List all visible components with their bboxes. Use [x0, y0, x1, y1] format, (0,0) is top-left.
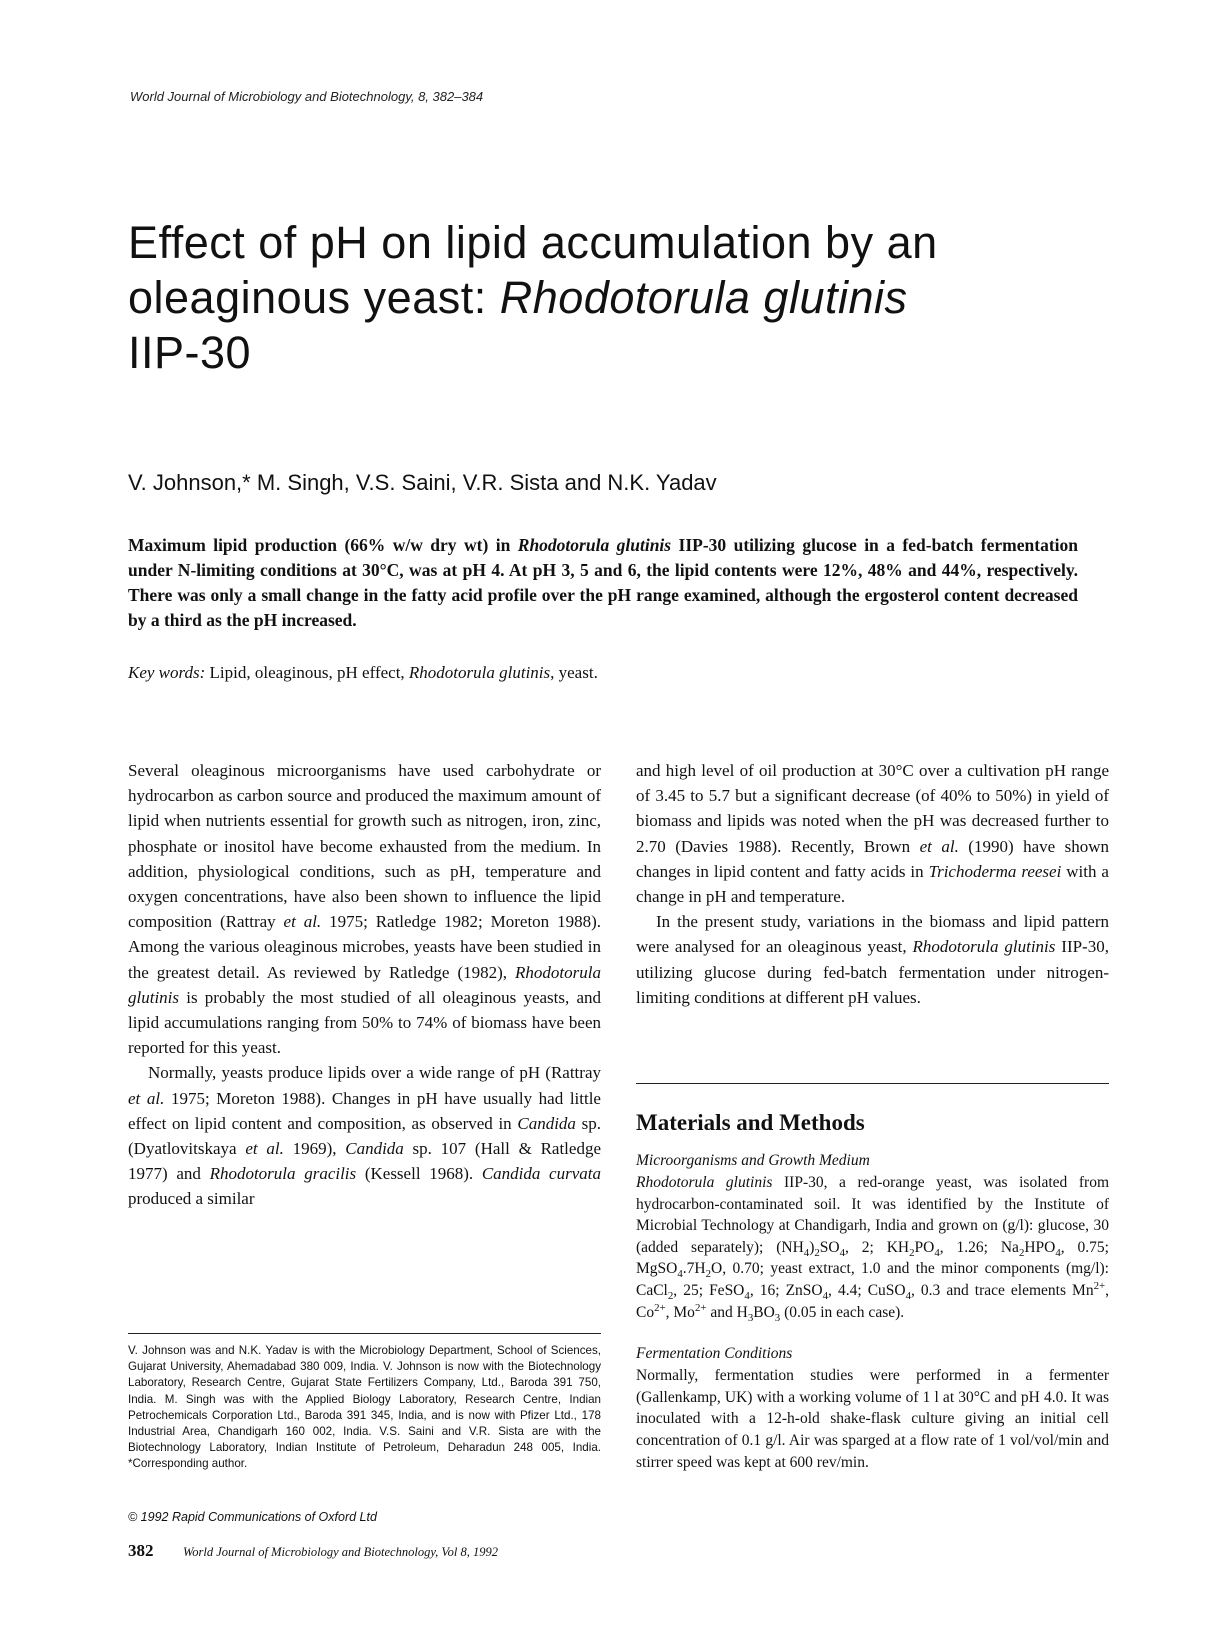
text-run: O, 0.70; yeast extract, 1.0 and the minor components (mg/l): CaCl [636, 1260, 1109, 1299]
methods-block [636, 1150, 1109, 1473]
subscript: 4 [803, 1246, 810, 1259]
text-run: 1975; Moreton 1988). Changes in pH have usually had little effect on lipid content and composition, as observed in [128, 1088, 601, 1133]
text-run: , 2; KH [845, 1238, 910, 1256]
abstract-text-2: IIP-30 utilizing glucose in a fed-batch fermentation under N-limiting conditions at 30°C, was at pH 4. At pH 3, 5 and 6, the lipid contents were 12%, 48% and 44%, respectively. There was only a small change in the fatty acid profile over the pH range examined, although the ergosterol content decreased by a third as the pH increased. [128, 535, 1079, 630]
subscript: 4 [1055, 1246, 1061, 1259]
subscript: 3 [774, 1311, 781, 1324]
text-run: Several oleaginous microorganisms have used carbohydrate or hydrocarbon as carbon source and produced the maximum amount of lipid when nutrients essential for growth such as nitrogen, iron, zinc, phosphate or inositol have become exhausted from the medium. In addition, physiological conditions, such as pH, temperature and oxygen concentrations, have also been shown to influence the lipid composition (Rattray [128, 761, 601, 932]
text-run: Candida [517, 1113, 576, 1133]
text-run: et al. [283, 912, 322, 932]
subscript: 4 [905, 1290, 912, 1303]
intro-paragraph-3 [636, 758, 1109, 909]
subscript: 4 [839, 1246, 846, 1259]
text-run: Normally, yeasts produce lipids over a wide range of pH (Rattray [148, 1063, 601, 1083]
superscript: 2+ [1093, 1279, 1106, 1292]
text-run: ) [809, 1238, 815, 1256]
text-run: , Co [636, 1281, 1110, 1321]
text-run: Rhodotorula gracilis [209, 1164, 357, 1184]
text-run: is probably the most studied of all oleaginous yeasts, and lipid accumulations ranging from 50% to 74% of biomass have been reported for this yeast. [128, 987, 601, 1058]
text-run: SO [819, 1238, 840, 1256]
text-run: (Kessell 1968). [356, 1164, 482, 1184]
text-run: In the present study, variations in the biomass and lipid pattern were analysed for an oleaginous yeast, [636, 912, 1109, 957]
methods-paragraph-2: Normally, fermentation studies were performed in a fermenter (Gallenkamp, UK) with a working volume of 1 l at 30°C and pH 4.0. It was inoculated with a 12-h-old shake-flask culture giving an initial cell concentration of 0.1 g/l. Air was sparged at a flow rate of 1 vol/vol/min and stirrer speed was kept at 600 rev/min. [636, 1367, 1109, 1471]
subscript: 2 [667, 1290, 674, 1303]
text-run: PO [914, 1238, 935, 1256]
text-run: Trichoderma reesei [928, 861, 1062, 881]
text-run: , 4.4; CuSO [828, 1281, 906, 1299]
keywords-text-1: Lipid, oleaginous, pH effect, [205, 663, 409, 682]
intro-paragraph-2 [128, 1060, 601, 1211]
right-column [636, 758, 1109, 1010]
subheading-fermentation: Fermentation Conditions [636, 1345, 793, 1363]
text-run: HPO [1024, 1238, 1056, 1256]
text-run: Rhodotorula glutinis [128, 962, 601, 1007]
subscript: 4 [744, 1290, 750, 1303]
text-run: et al. [919, 836, 959, 856]
section-divider [636, 1083, 1109, 1084]
text-run: (1990) have shown changes in lipid content and fatty acids in [636, 836, 1110, 881]
abstract-species: Rhodotorula glutinis [517, 535, 672, 555]
subscript: 4 [822, 1290, 829, 1303]
text-run: , 0.75; MgSO [636, 1238, 1109, 1278]
subheading-microorganisms: Microorganisms and Growth Medium [636, 1152, 870, 1169]
subscript: 4 [934, 1246, 940, 1259]
text-run: sp. (Dyatlovitskaya [128, 1113, 601, 1159]
subscript: 2 [705, 1268, 712, 1281]
footnote-divider [128, 1333, 601, 1334]
superscript: 2+ [654, 1301, 666, 1314]
title-species: Rhodotorula glutinis [499, 272, 908, 323]
text-run: IIP-30, utilizing glucose during fed-batch fermentation under nitrogen-limiting conditions at different pH values. [636, 937, 1109, 1007]
copyright-line: © 1992 Rapid Communications of Oxford Ltd [128, 1510, 377, 1524]
text-run: .7H [682, 1260, 706, 1278]
text-run: 1975; Ratledge 1982; Moreton 1988). Among the various oleaginous microbes, yeasts have been studied in the greatest detail. As reviewed by Ratledge (1982), [128, 912, 601, 982]
footer-journal: World Journal of Microbiology and Biotechnology, Vol 8, 1992 [183, 1545, 499, 1559]
text-run: , 25; FeSO [673, 1281, 745, 1299]
section-heading-methods: Materials and Methods [636, 1110, 865, 1135]
text-run: BO [753, 1303, 775, 1321]
text-run: , Mo [665, 1303, 695, 1321]
text-run: produced a similar [128, 1189, 255, 1209]
text-run: , 16; ZnSO [749, 1281, 823, 1299]
article-title [128, 215, 1128, 380]
subscript: 2 [814, 1246, 820, 1259]
subscript: 2 [909, 1246, 915, 1259]
abstract [128, 533, 1078, 633]
intro-paragraph-1 [128, 758, 601, 1060]
text-run: 1969), [283, 1139, 346, 1159]
intro-paragraph-4 [636, 909, 1109, 1010]
text-run: et al. [128, 1088, 165, 1108]
text-run: et al. [245, 1139, 284, 1159]
text-run: Candida curvata [481, 1164, 601, 1184]
text-run: , 0.3 and trace elements Mn [911, 1281, 1094, 1299]
text-run: sp. 107 (Hall & Ratledge 1977) and [128, 1139, 601, 1184]
text-run: and H [706, 1303, 748, 1321]
author-affiliation-footnote: V. Johnson was and N.K. Yadav is with the Microbiology Department, School of Sciences, Gujarat University, Ahemadabad 380 009, India. V. Johnson is now with the Biotechnology Laboratory, Research Centre, Gujarat State Fertilizers Company, Ltd., Baroda 391 750, India. M. Singh was with the Applied Biology Laboratory, Research Centre, Indian Petrochemicals Corporation Ltd., Baroda 391 345, India, and is now with Pfizer Ltd., 178 Industrial Area, Chandigarh 160 002, India. V.S. Saini and V.R. Sista are with the Biotechnology Laboratory, Indian Institute of Petroleum, Deharadun 248 005, India. *Corresponding author. [128, 1344, 601, 1471]
subscript: 4 [677, 1268, 683, 1281]
text-run: IIP-30, a red-orange yeast, was isolated from hydrocarbon-contaminated soil. It was identified by the Institute of Microbial Technology at Chandigarh, India and grown on (g/l): glucose, 30 (added separately); (NH [636, 1174, 1109, 1256]
keywords-label: Key words: [128, 663, 206, 682]
text-run: with a change in pH and temperature. [636, 861, 1109, 907]
subscript: 2 [1018, 1246, 1025, 1259]
text-run: (0.05 in each case). [780, 1303, 905, 1321]
text-run: Rhodotorula glutinis [912, 937, 1056, 957]
text-run: Candida [345, 1139, 404, 1159]
title-part2: IIP-30 [128, 327, 252, 378]
superscript: 2+ [694, 1301, 707, 1314]
text-run: Rhodotorula glutinis [636, 1174, 773, 1191]
title-part1: Effect of pH on lipid accumulation by an oleaginous yeast: [128, 217, 938, 323]
keywords-text-2: yeast. [554, 663, 598, 682]
authors: V. Johnson,* M. Singh, V.S. Saini, V.R. Sista and N.K. Yadav [128, 470, 717, 495]
keywords-species: Rhodotorula glutinis, [408, 663, 555, 682]
left-column [128, 758, 601, 1212]
text-run: , 1.26; Na [939, 1238, 1019, 1256]
page-number: 382 [128, 1541, 154, 1560]
methods-paragraph-1 [636, 1172, 1109, 1323]
journal-header: World Journal of Microbiology and Biotechnology, 8, 382–384 [130, 89, 484, 104]
subscript: 3 [747, 1311, 754, 1324]
text-run: and high level of oil production at 30°C over a cultivation pH range of 3.45 to 5.7 but a significant decrease (of 40% to 50%) in yield of biomass and lipids was noted when the pH was decreased further to 2.70 (Davies 1988). Recently, Brown [636, 761, 1109, 856]
keywords [128, 663, 598, 683]
abstract-text-1: Maximum lipid production (66% w/w dry wt) in [128, 535, 518, 555]
